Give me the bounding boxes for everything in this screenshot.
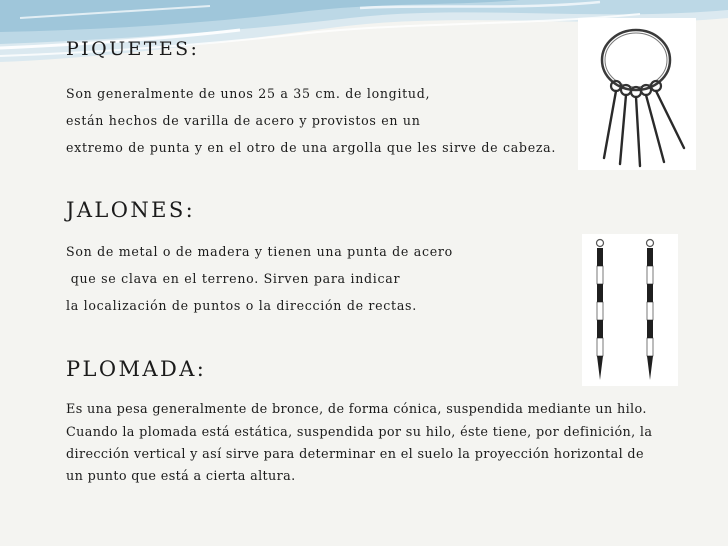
jalones-line-1: Son de metal o de madera y tienen una punta de acero [66,244,453,259]
jalones-image [582,234,678,386]
jalones-line-3: la localización de puntos o la dirección de rectas. [66,298,417,313]
plomada-line-1: Es una pesa generalmente de bronce, de forma cónica, suspendida mediante un hilo. [66,402,647,417]
piquetes-line-2: están hechos de varilla de acero y provistos en un [66,113,421,128]
plomada-line-2: Cuando la plomada está estática, suspendida por su hilo, éste tiene, por definición, la [66,425,653,440]
piquetes-line-1: Son generalmente de unos 25 a 35 cm. de longitud, [66,86,431,101]
plomada-line-3: dirección vertical y así sirve para determinar en el suelo la proyección horizontal de [66,447,644,462]
piquetes-image [578,18,696,170]
piquetes-line-3: extremo de punta y en el otro de una argolla que les sirve de cabeza. [66,140,557,155]
heading-piquetes: PIQUETES: [66,38,200,60]
jalones-line-2: que se clava en el terreno. Sirven para indicar [66,271,401,286]
heading-plomada: PLOMADA: [66,357,207,381]
plomada-line-4: un punto que está a cierta altura. [66,469,296,484]
heading-jalones: JALONES: [66,198,196,222]
